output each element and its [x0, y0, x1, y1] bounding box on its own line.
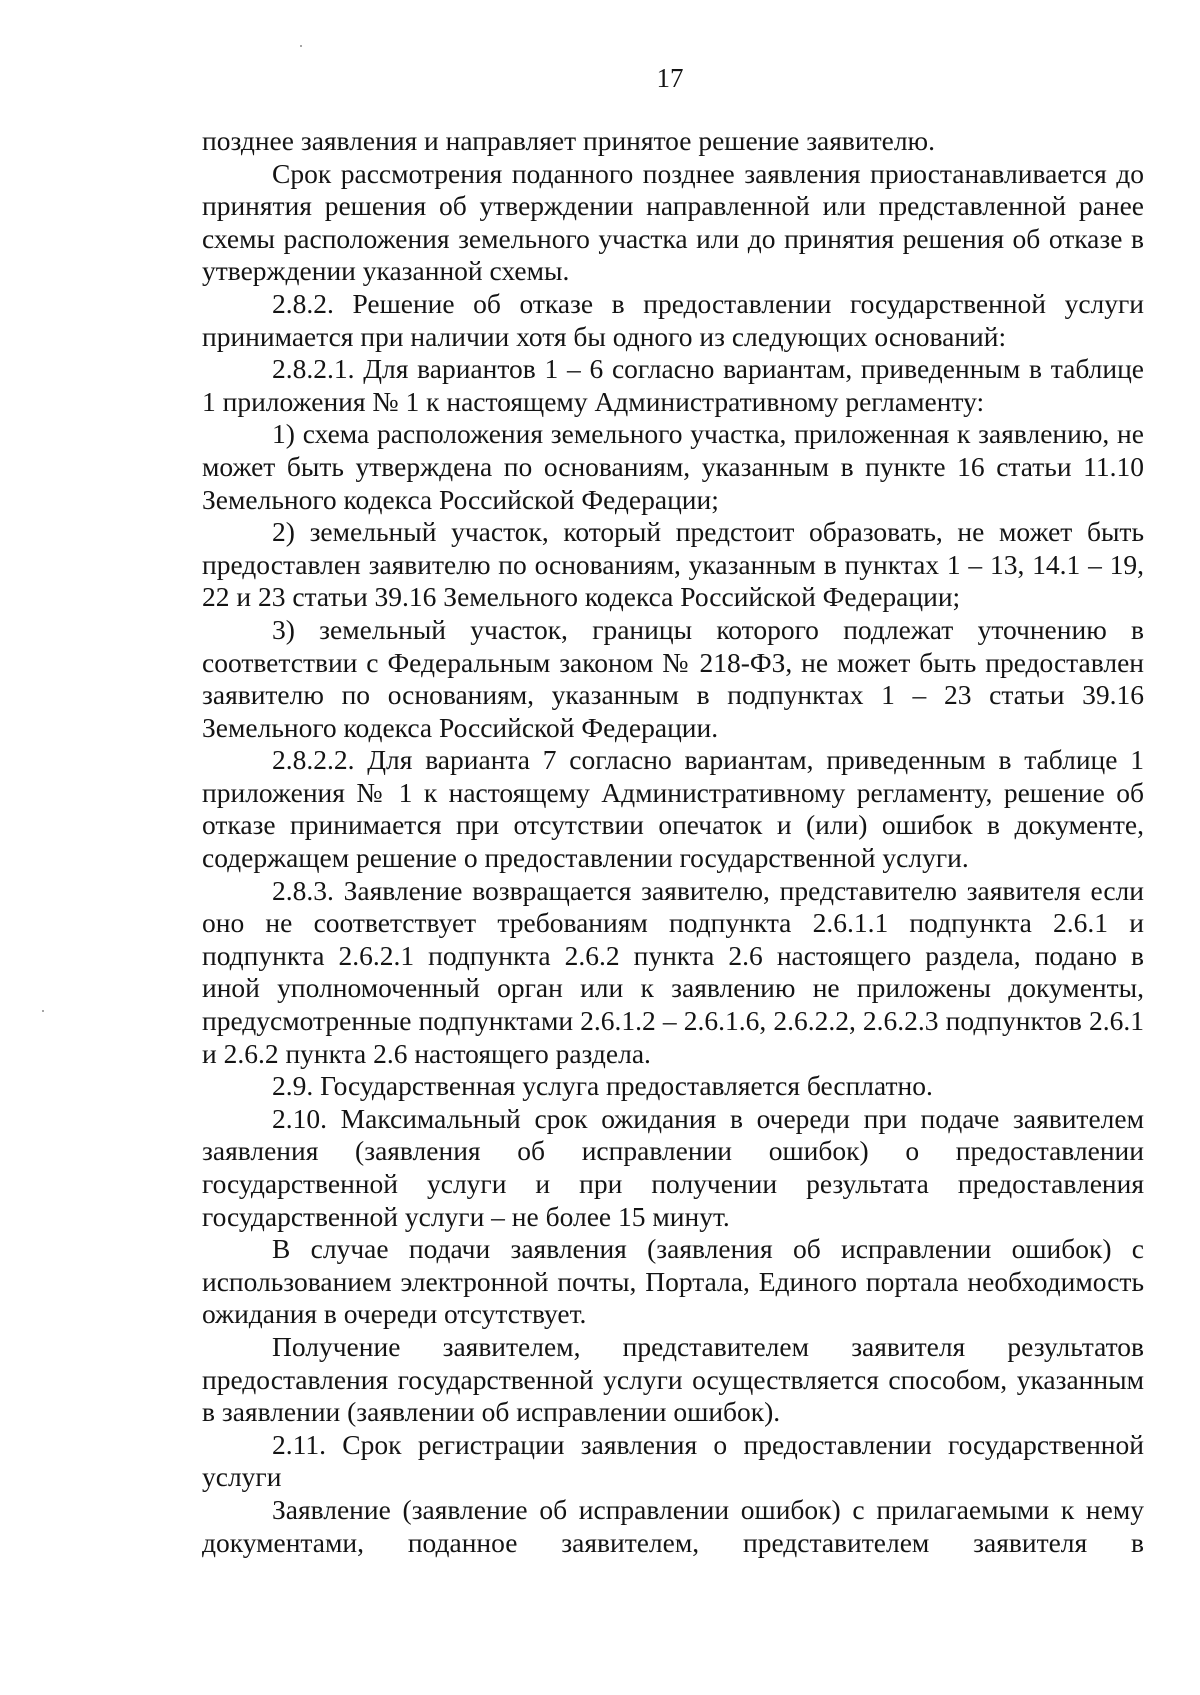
page-number: 17 — [656, 63, 684, 93]
list-item: 1) схема расположения земельного участка, приложенная к заявлению, не может быть утверждена по основаниям, указанным в пункте 16 статьи 11.10 Земельного кодекса Российской Федерации; — [202, 418, 1144, 515]
paragraph: 2.10. Максимальный срок ожидания в очереди при подаче заявителем заявления (заявления об исправлении ошибок) о предоставлении государственной услуги и при получении результата предоставления государственной услуги – не более 15 минут. — [202, 1102, 1144, 1232]
paragraph: 2.8.2.1. Для вариантов 1 – 6 согласно вариантам, приведенным в таблице 1 приложения № 1 к настоящему Административному регламенту: — [202, 353, 1144, 417]
list-item: 2) земельный участок, который предстоит образовать, не может быть предоставлен заявителю по основаниям, указанным в пунктах 1 – 13, 14.1 – 19, 22 и 23 статьи 39.16 Земельного кодекса Российской Федерации; — [202, 516, 1144, 613]
paragraph: Заявление (заявление об исправлении ошибок) с прилагаемыми к нему документами, поданное заявителем, представителем заявителя в — [202, 1493, 1144, 1558]
paragraph: 2.8.3. Заявление возвращается заявителю, представителю заявителя если оно не соответствует требованиям подпункта 2.6.1.1 подпункта 2.6.1 и подпункта 2.6.2.1 подпункта 2.6.2 пункта 2.6 настоящего раздела, подано в иной уполномоченный орган или к заявлению не приложены документы, предусмотренные подпунктами 2.6.1.2 – 2.6.1.6, 2.6.2.2, 2.6.2.3 подпунктов 2.6.1 и 2.6.2 пункта 2.6 настоящего раздела. — [202, 874, 1144, 1069]
paragraph: 2.9. Государственная услуга предоставляется бесплатно. — [272, 1070, 933, 1102]
paragraph: позднее заявления и направляет принятое решение заявителю. — [202, 125, 935, 156]
paragraph: Получение заявителем, представителем заявителя результатов предоставления государственной услуги осуществляется способом, указанным в заявлении (заявлении об исправлении ошибок). — [202, 1330, 1144, 1428]
section-heading: 2.11. Срок регистрации заявления о предоставлении государственной услуги — [202, 1428, 1144, 1493]
paragraph: 2.8.2. Решение об отказе в предоставлении государственной услуги принимается при наличии хотя бы одного из следующих оснований: — [202, 287, 1144, 352]
document-body — [202, 125, 1144, 1559]
paragraph: Срок рассмотрения поданного позднее заявления приостанавливается до принятия решения об утверждении направленной или представленной ранее схемы расположения земельного участка или до принятия решения об отказе в утверждении указанной схемы. — [202, 157, 1144, 287]
scan-speck — [300, 45, 302, 47]
list-item: 3) земельный участок, границы которого подлежат уточнению в соответствии с Федеральным законом № 218-ФЗ, не может быть предоставлен заявителю по основаниям, указанным в подпунктах 1 – 23 статьи 39.16 Земельного кодекса Российской Федерации. — [202, 613, 1144, 743]
paragraph: 2.8.2.2. Для варианта 7 согласно вариантам, приведенным в таблице 1 приложения № 1 к настоящему Административному регламенту, решение об отказе принимается при отсутствии опечаток и (или) ошибок в документе, содержащем решение о предоставлении государственной услуги. — [202, 744, 1144, 874]
paragraph: В случае подачи заявления (заявления об исправлении ошибок) с использованием электронной почты, Портала, Единого портала необходимость ожидания в очереди отсутствует. — [202, 1233, 1144, 1330]
scan-speck — [42, 1010, 44, 1012]
